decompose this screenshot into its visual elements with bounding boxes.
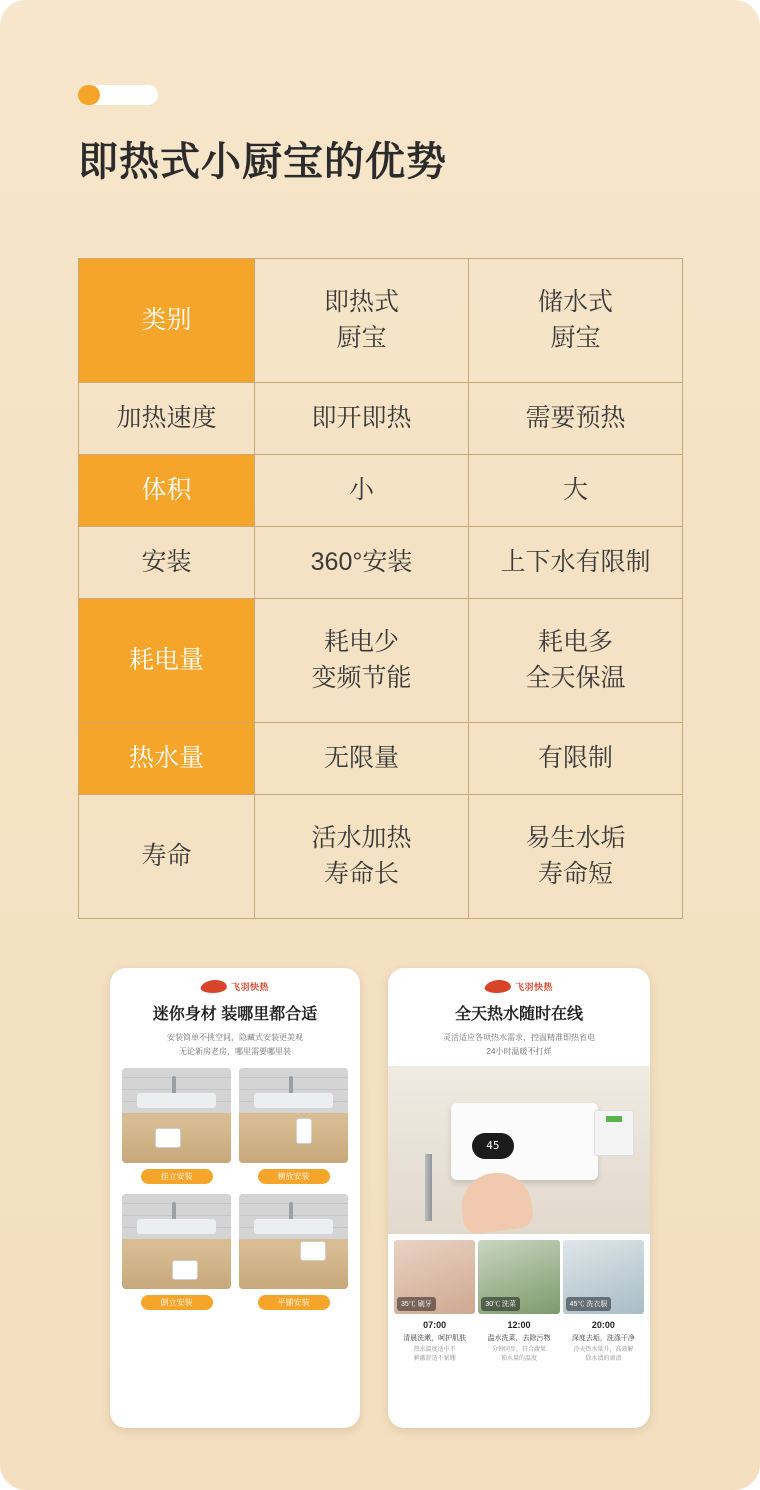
scene-time: 07:00: [423, 1320, 447, 1331]
flame-logo-icon: [484, 980, 513, 993]
photo-caption: 挂立安装: [141, 1169, 213, 1184]
temperature-display: 45: [472, 1133, 514, 1159]
row-col2-line2: 厨宝: [550, 323, 601, 352]
scene-subdesc: 冷天热水量升，高效解 除水渍的顽渍: [573, 1347, 634, 1363]
table-row: [79, 455, 683, 527]
table-row: [79, 599, 683, 723]
row-label: 热水量: [79, 723, 255, 795]
table-row: [79, 383, 683, 455]
install-card-title: 迷你身材 装哪里都合适: [152, 1006, 318, 1023]
row-col2: 需要预热: [469, 383, 683, 455]
scene-subdesc: 分钟同步，符合蔬果 锁水量的温度: [491, 1347, 546, 1363]
scene-time: 12:00: [507, 1320, 531, 1331]
brand-name: 飞羽快热: [514, 982, 553, 992]
install-photo: [239, 1194, 348, 1289]
scene-caption: [394, 1320, 475, 1364]
install-photo: [122, 1194, 231, 1289]
scene-badge: 30℃ 洗菜: [481, 1297, 520, 1311]
heater-hero-photo: [388, 1066, 650, 1234]
row-col2: 大: [469, 455, 683, 527]
water-heater-unit: [172, 1260, 198, 1280]
scene-desc: 深度去垢，洗涤干净: [571, 1335, 635, 1343]
hotwater-card-subtitle: 灵活适应各项热水需求，控温精准即热省电 24小时温暖不打烊: [443, 1033, 595, 1056]
scene-time: 20:00: [591, 1320, 615, 1331]
row-col2: [469, 599, 683, 723]
water-pipe: [425, 1154, 432, 1221]
hotwater-card-title: 全天热水随时在线: [454, 1006, 583, 1023]
row-col2: [469, 795, 683, 919]
row-col2-line2: 全天保温: [525, 663, 626, 692]
row-col1-line1: 耗电少: [323, 628, 399, 656]
photo-caption: 倒立安装: [141, 1295, 213, 1310]
brand-lockup: [110, 968, 360, 993]
table-row: [79, 795, 683, 919]
row-col1-line1: 即热式: [323, 288, 399, 316]
scene-captions: [388, 1314, 650, 1364]
cabinet: [239, 1119, 348, 1164]
install-photo-grid: [122, 1194, 348, 1289]
brand-name: 飞羽快热: [230, 982, 269, 992]
brand-lockup: [388, 968, 650, 993]
scene-caption: [478, 1320, 559, 1364]
row-col1-line2: 厨宝: [336, 323, 387, 352]
row-col1: 小: [255, 455, 469, 527]
comparison-table: [78, 258, 683, 919]
photo-caption: 平铺安装: [258, 1295, 330, 1310]
scene-desc: 清晨洗漱，呵护肌肤: [403, 1335, 467, 1343]
row-col2-line1: 耗电多: [537, 628, 613, 656]
table-row: [79, 723, 683, 795]
scene-photo: [394, 1240, 475, 1314]
photo-cards: [0, 968, 760, 1428]
cabinet: [239, 1245, 348, 1290]
row-col1-line2: 变频节能: [311, 663, 412, 692]
row-col2-line1: 储水式: [537, 288, 613, 316]
row-label: 加热速度: [79, 383, 255, 455]
flame-logo-icon: [200, 980, 229, 993]
sink: [137, 1093, 215, 1108]
scene-photo: [563, 1240, 644, 1314]
hotwater-card: [388, 968, 650, 1428]
scene-desc: 温水洗菜，去除污物: [487, 1335, 551, 1343]
table-row: [79, 259, 683, 383]
photo-caption: 横放安装: [258, 1169, 330, 1184]
scene-photo: [478, 1240, 559, 1314]
row-label: 体积: [79, 455, 255, 527]
row-col2: [469, 259, 683, 383]
row-label: 安装: [79, 527, 255, 599]
row-col1-line2: 寿命长: [323, 859, 399, 888]
control-panel: [594, 1110, 634, 1156]
caption-row: [122, 1289, 348, 1310]
row-label: 寿命: [79, 795, 255, 919]
install-photo: [239, 1068, 348, 1163]
water-heater-unit: [300, 1241, 326, 1261]
table-row: [79, 527, 683, 599]
scene-photos: [388, 1240, 650, 1314]
row-label: 耗电量: [79, 599, 255, 723]
row-col1: [255, 795, 469, 919]
row-col2-line1: 易生水垢: [525, 824, 626, 852]
scene-badge: 35℃ 刷牙: [397, 1297, 436, 1311]
sink: [254, 1093, 332, 1108]
row-label: 类别: [79, 259, 255, 383]
sink: [254, 1219, 332, 1234]
install-card: [110, 968, 360, 1428]
pill-dot: [78, 85, 100, 105]
install-card-subtitle: 安装简单不挑空间，隐藏式安装更美观 无论新房老房，哪里需要哪里装: [167, 1033, 303, 1056]
water-heater-unit: [296, 1118, 312, 1144]
row-col1: [255, 259, 469, 383]
sink: [137, 1219, 215, 1234]
install-photo-grid: [122, 1068, 348, 1163]
scene-subdesc: 热水温度适中不 刺激舒适不紧绷: [413, 1347, 456, 1363]
page-title: 即热式小厨宝的优势: [78, 140, 447, 184]
row-col2: 有限制: [469, 723, 683, 795]
scene-caption: [563, 1320, 644, 1364]
install-photo: [122, 1068, 231, 1163]
decorative-pill: [78, 85, 158, 105]
row-col1: [255, 599, 469, 723]
row-col1: 即开即热: [255, 383, 469, 455]
row-col1: 无限量: [255, 723, 469, 795]
row-col1: 360°安装: [255, 527, 469, 599]
water-heater-unit: [155, 1128, 181, 1148]
row-col2: 上下水有限制: [469, 527, 683, 599]
panel-indicator-icon: [606, 1116, 622, 1122]
row-col2-line2: 寿命短: [537, 859, 613, 888]
row-col1-line1: 活水加热: [311, 824, 412, 852]
scene-badge: 45℃ 洗衣服: [566, 1297, 612, 1311]
caption-row: [122, 1163, 348, 1184]
